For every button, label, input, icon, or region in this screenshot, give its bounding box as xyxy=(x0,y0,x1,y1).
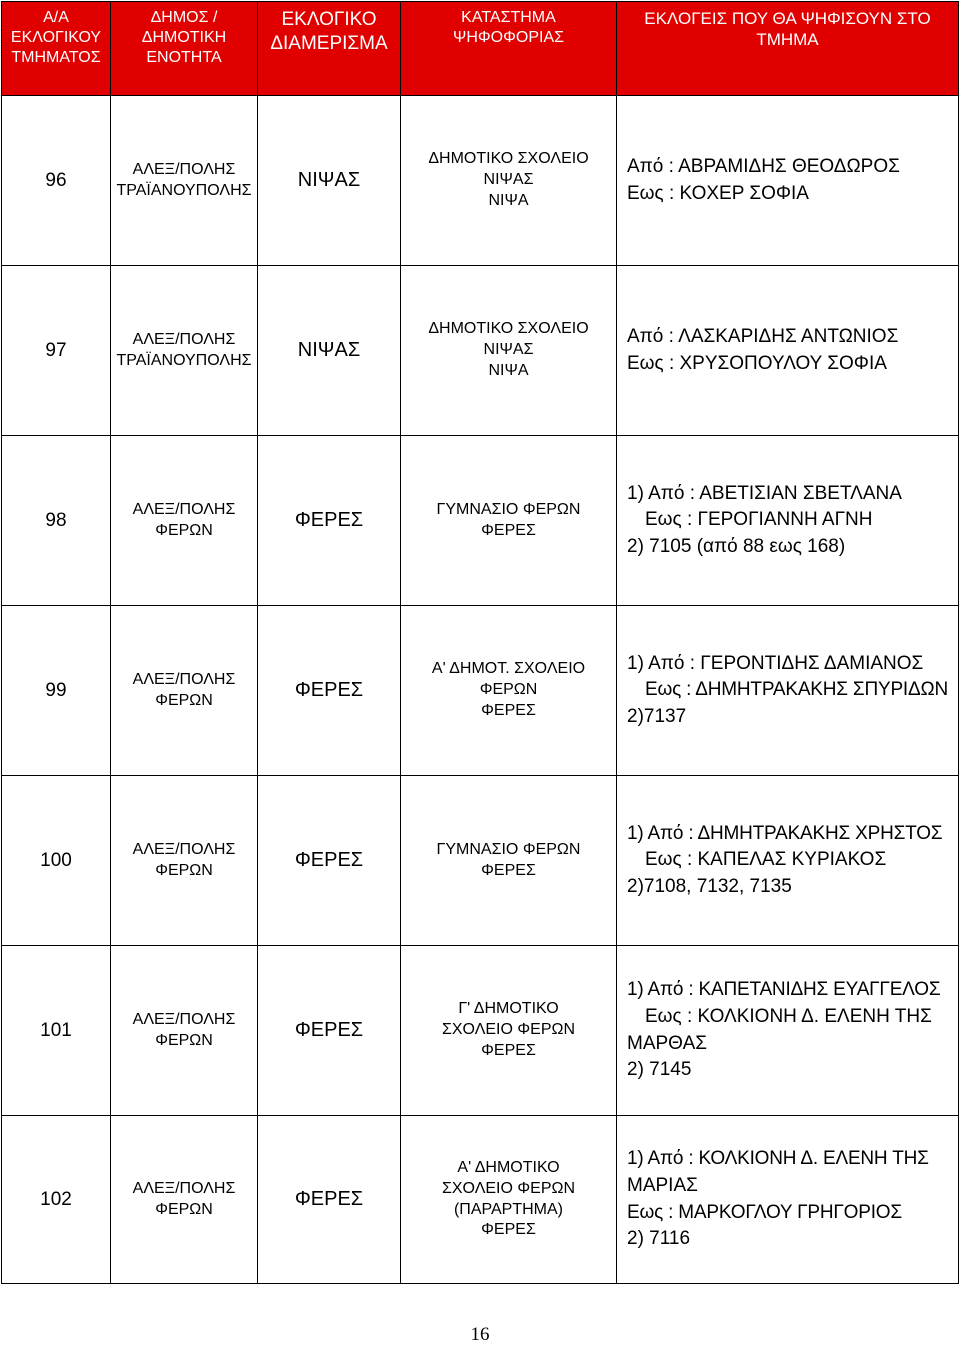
header-line: ΔΙΑΜΕΡΙΣΜΑ xyxy=(270,32,388,54)
polling-stations-table xyxy=(1,1,959,1284)
voters-line: 1) Από : ΚΑΠΕΤΑΝΙΔΗΣ ΕΥΑΓΓΕΛΟΣ xyxy=(627,979,941,1001)
header-line: ΕΚΛΟΓΕΙΣ ΠΟΥ ΘΑ ΨΗΦΙΣΟΥΝ ΣΤΟ xyxy=(644,9,931,28)
station-line: ΦΕΡΕΣ xyxy=(481,1221,536,1239)
voters-line: 2) 7145 xyxy=(627,1059,692,1081)
station-line: ΦΕΡΕΣ xyxy=(481,861,536,879)
table-row xyxy=(2,606,959,776)
polling-station-cell xyxy=(401,436,617,606)
section-number: 98 xyxy=(2,436,111,606)
electoral-district: ΝΙΨΑΣ xyxy=(258,266,401,436)
station-line: ΓΥΜΝΑΣΙΟ ΦΕΡΩΝ xyxy=(436,500,581,518)
station-line: ΝΙΨΑ xyxy=(488,191,529,209)
municipality-line: ΤΡΑΪΑΝΟΥΠΟΛΗΣ xyxy=(116,181,252,199)
section-number: 97 xyxy=(2,266,111,436)
station-line: ΦΕΡΕΣ xyxy=(481,1041,536,1059)
municipality-cell xyxy=(111,606,258,776)
municipality-line: ΦΕΡΩΝ xyxy=(155,521,213,539)
voters-line: 2) 7116 xyxy=(627,1228,691,1250)
polling-station-cell xyxy=(401,96,617,266)
station-line: (ΠΑΡΑΡΤΗΜΑ) xyxy=(453,1200,564,1218)
station-line: ΝΙΨΑΣ xyxy=(483,341,534,359)
municipality-line: ΦΕΡΩΝ xyxy=(155,1031,213,1049)
municipality-cell xyxy=(111,1116,258,1284)
electoral-district: ΦΕΡΕΣ xyxy=(258,606,401,776)
voters-line: ΜΑΡΘΑΣ xyxy=(627,1032,708,1054)
table-body xyxy=(2,96,959,1284)
header-line: ΕΚΛΟΓΙΚΟ xyxy=(281,9,377,30)
municipality-line: ΑΛΕΞ/ΠΟΛΗΣ xyxy=(132,160,236,178)
station-line: ΦΕΡΕΣ xyxy=(481,701,536,719)
municipality-cell xyxy=(111,436,258,606)
voters-line: ΜΑΡΙΑΣ xyxy=(627,1174,698,1196)
voters-line: Εως : ΚΑΠΕΛΑΣ ΚΥΡΙΑΚΟΣ xyxy=(645,849,887,871)
voters-cell xyxy=(617,266,959,436)
voters-line: Εως : ΜΑΡΚΟΓΛΟΥ ΓΡΗΓΟΡΙΟΣ xyxy=(627,1201,902,1223)
electoral-district: ΦΕΡΕΣ xyxy=(258,1116,401,1284)
header-line: ΨΗΦΟΦΟΡΙΑΣ xyxy=(452,29,565,46)
polling-station-cell xyxy=(401,1116,617,1284)
voters-line: 1) Από : ΔΗΜΗΤΡΑΚΑΚΗΣ ΧΡΗΣΤΟΣ xyxy=(627,822,943,844)
header-line: ΕΝΟΤΗΤΑ xyxy=(146,49,222,66)
voters-line: Από : ΛΑΣΚΑΡΙΔΗΣ ΑΝΤΩΝΙΟΣ xyxy=(627,325,899,347)
header-line: ΕΚΛΟΓΙΚΟΥ xyxy=(10,29,102,46)
station-line: Α' ΔΗΜΟΤ. ΣΧΟΛΕΙΟ xyxy=(431,660,586,678)
header-voters xyxy=(617,2,959,96)
section-number: 100 xyxy=(2,776,111,946)
municipality-line: ΑΛΕΞ/ΠΟΛΗΣ xyxy=(132,670,236,688)
voters-cell xyxy=(617,606,959,776)
voters-line: Εως : ΔΗΜΗΤΡΑΚΑΚΗΣ ΣΠΥΡΙΔΩΝ xyxy=(645,679,949,701)
header-line: ΔΗΜΟΤΙΚΗ xyxy=(141,29,227,46)
voters-line: 1) Από : ΓΕΡΟΝΤΙΔΗΣ ΔΑΜΙΑΝΟΣ xyxy=(627,652,924,674)
header-municipality xyxy=(111,2,258,96)
table-row xyxy=(2,96,959,266)
voters-cell xyxy=(617,776,959,946)
header-polling-station xyxy=(401,2,617,96)
voters-line: 1) Από : ΑΒΕΤΙΣΙΑΝ ΣΒΕΤΛΑΝΑ xyxy=(627,482,902,504)
electoral-district: ΦΕΡΕΣ xyxy=(258,776,401,946)
table-row xyxy=(2,946,959,1116)
header-line: ΤΜΗΜΑΤΟΣ xyxy=(11,49,101,66)
station-line: Α' ΔΗΜΟΤΙΚΟ xyxy=(457,1158,560,1176)
municipality-line: ΦΕΡΩΝ xyxy=(155,861,213,879)
table-header xyxy=(2,2,959,96)
station-line: ΣΧΟΛΕΙΟ ΦΕΡΩΝ xyxy=(441,1021,576,1039)
station-line: Γ' ΔΗΜΟΤΙΚΟ xyxy=(458,1000,559,1018)
table-row xyxy=(2,266,959,436)
page-number: 16 xyxy=(470,1324,490,1345)
section-number: 99 xyxy=(2,606,111,776)
municipality-cell xyxy=(111,96,258,266)
header-line: ΔΗΜΟΣ / xyxy=(150,9,218,26)
station-line: ΣΧΟΛΕΙΟ ΦΕΡΩΝ xyxy=(441,1179,576,1197)
station-line: ΦΕΡΕΣ xyxy=(481,521,536,539)
table-row xyxy=(2,436,959,606)
voters-line: 1) Από : ΚΟΛΚΙΟΝΗ Δ. ΕΛΕΝΗ ΤΗΣ xyxy=(627,1148,929,1170)
municipality-line: ΑΛΕΞ/ΠΟΛΗΣ xyxy=(132,500,236,518)
section-number: 96 xyxy=(2,96,111,266)
polling-station-cell xyxy=(401,776,617,946)
header-electoral-district xyxy=(258,2,401,96)
header-section-number xyxy=(2,2,111,96)
voters-line: Εως : ΧΡΥΣΟΠΟΥΛΟΥ ΣΟΦΙΑ xyxy=(627,352,887,374)
header-row xyxy=(2,2,959,96)
municipality-cell xyxy=(111,266,258,436)
electoral-district: ΦΕΡΕΣ xyxy=(258,946,401,1116)
voters-cell xyxy=(617,946,959,1116)
voters-line: 2)7137 xyxy=(627,705,687,727)
voters-cell xyxy=(617,96,959,266)
voters-line: 2) 7105 (από 88 εως 168) xyxy=(627,535,846,557)
voters-line: 2)7108, 7132, 7135 xyxy=(627,875,792,897)
station-line: ΓΥΜΝΑΣΙΟ ΦΕΡΩΝ xyxy=(436,840,581,858)
voters-line: Εως : ΚΟΛΚΙΟΝΗ Δ. ΕΛΕΝΗ ΤΗΣ xyxy=(645,1005,932,1027)
municipality-cell xyxy=(111,776,258,946)
municipality-line: ΑΛΕΞ/ΠΟΛΗΣ xyxy=(132,1179,236,1197)
electoral-district: ΦΕΡΕΣ xyxy=(258,436,401,606)
polling-station-cell xyxy=(401,606,617,776)
header-line: Α/Α xyxy=(43,9,69,26)
table-row xyxy=(2,1116,959,1284)
voters-cell xyxy=(617,436,959,606)
municipality-line: ΑΛΕΞ/ΠΟΛΗΣ xyxy=(132,840,236,858)
polling-station-cell xyxy=(401,266,617,436)
section-number: 102 xyxy=(2,1116,111,1284)
municipality-line: ΦΕΡΩΝ xyxy=(155,691,213,709)
voters-line: Εως : ΓΕΡΟΓΙΑΝΝΗ ΑΓΝΗ xyxy=(645,509,873,531)
voters-line: Από : ΑΒΡΑΜΙΔΗΣ ΘΕΟΔΩΡΟΣ xyxy=(627,155,900,177)
station-line: ΔΗΜΟΤΙΚΟ ΣΧΟΛΕΙΟ xyxy=(428,150,589,168)
table-row xyxy=(2,776,959,946)
municipality-line: ΤΡΑΪΑΝΟΥΠΟΛΗΣ xyxy=(116,351,252,369)
municipality-cell xyxy=(111,946,258,1116)
voters-cell xyxy=(617,1116,959,1284)
municipality-line: ΦΕΡΩΝ xyxy=(155,1200,213,1218)
voters-line: Εως : ΚΟΧΕΡ ΣΟΦΙΑ xyxy=(627,182,809,204)
station-line: ΦΕΡΩΝ xyxy=(479,681,538,699)
station-line: ΝΙΨΑ xyxy=(488,361,529,379)
header-line: ΤΜΗΜΑ xyxy=(756,30,819,50)
municipality-line: ΑΛΕΞ/ΠΟΛΗΣ xyxy=(132,1010,236,1028)
electoral-district: ΝΙΨΑΣ xyxy=(258,96,401,266)
station-line: ΝΙΨΑΣ xyxy=(483,171,534,189)
polling-station-cell xyxy=(401,946,617,1116)
section-number: 101 xyxy=(2,946,111,1116)
header-line: ΚΑΤΑΣΤΗΜΑ xyxy=(461,9,556,26)
station-line: ΔΗΜΟΤΙΚΟ ΣΧΟΛΕΙΟ xyxy=(428,320,589,338)
municipality-line: ΑΛΕΞ/ΠΟΛΗΣ xyxy=(132,330,236,348)
